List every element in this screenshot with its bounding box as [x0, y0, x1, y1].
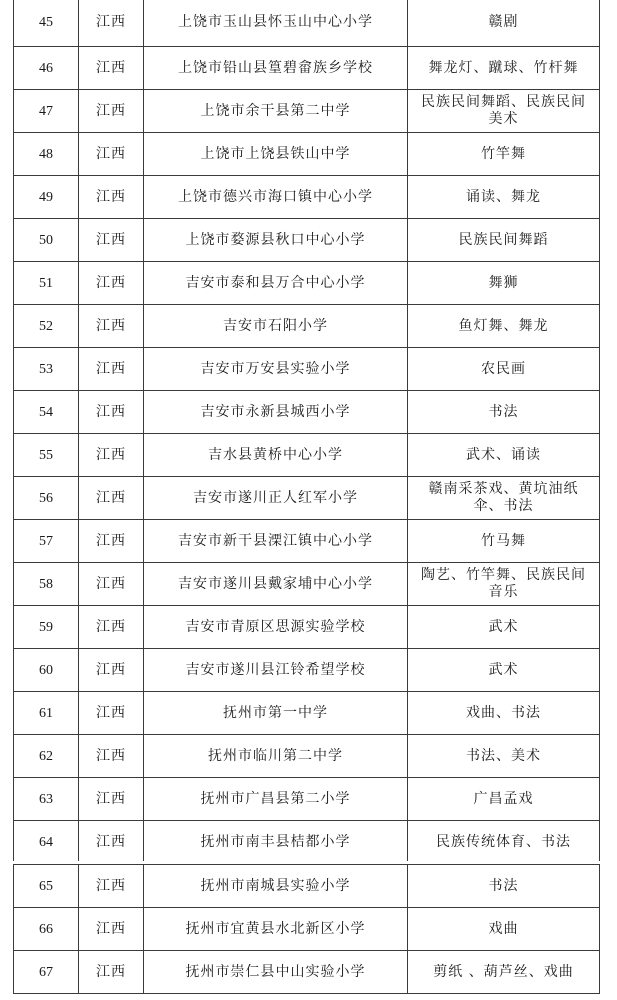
table-row [14, 305, 600, 348]
table-row [14, 606, 600, 649]
school-name-cell: 吉安市万安县实验小学 [144, 348, 408, 391]
table-row [14, 47, 600, 90]
project-cell: 武术、诵读 [408, 434, 600, 477]
project-cell: 民族民间舞蹈 [408, 219, 600, 262]
province-cell: 江西 [79, 0, 144, 47]
row-number: 47 [14, 90, 79, 133]
project-cell: 民族传统体育、书法 [408, 821, 600, 864]
school-name-cell: 吉安市遂川县江铃希望学校 [144, 649, 408, 692]
row-number: 55 [14, 434, 79, 477]
row-number: 61 [14, 692, 79, 735]
school-name-cell: 吉安市永新县城西小学 [144, 391, 408, 434]
row-number: 52 [14, 305, 79, 348]
province-cell: 江西 [79, 305, 144, 348]
project-cell: 赣剧 [408, 0, 600, 47]
province-cell: 江西 [79, 821, 144, 864]
project-cell: 书法 [408, 865, 600, 908]
school-name-cell: 上饶市玉山县怀玉山中心小学 [144, 0, 408, 47]
school-name-cell: 抚州市南丰县桔都小学 [144, 821, 408, 864]
project-cell: 戏曲 [408, 908, 600, 951]
province-cell: 江西 [79, 692, 144, 735]
province-cell: 江西 [79, 520, 144, 563]
row-number: 51 [14, 262, 79, 305]
school-name-cell: 吉安市泰和县万合中心小学 [144, 262, 408, 305]
project-cell: 广昌孟戏 [408, 778, 600, 821]
table-row [14, 477, 600, 520]
project-cell: 舞狮 [408, 262, 600, 305]
table-row [14, 865, 600, 908]
row-number: 54 [14, 391, 79, 434]
row-number: 48 [14, 133, 79, 176]
project-cell: 竹竿舞 [408, 133, 600, 176]
table-row [14, 520, 600, 563]
province-cell: 江西 [79, 391, 144, 434]
province-cell: 江西 [79, 90, 144, 133]
table-row [14, 0, 600, 47]
table-row [14, 434, 600, 477]
table-row [14, 133, 600, 176]
province-cell: 江西 [79, 47, 144, 90]
row-number: 49 [14, 176, 79, 219]
table-row [14, 391, 600, 434]
project-cell: 农民画 [408, 348, 600, 391]
school-name-cell: 抚州市临川第二中学 [144, 735, 408, 778]
table-row [14, 219, 600, 262]
project-cell: 竹马舞 [408, 520, 600, 563]
table-row [14, 778, 600, 821]
province-cell: 江西 [79, 778, 144, 821]
province-cell: 江西 [79, 133, 144, 176]
province-cell: 江西 [79, 865, 144, 908]
province-cell: 江西 [79, 477, 144, 520]
province-cell: 江西 [79, 563, 144, 606]
project-cell: 武术 [408, 649, 600, 692]
project-cell: 戏曲、书法 [408, 692, 600, 735]
province-cell: 江西 [79, 908, 144, 951]
row-number: 58 [14, 563, 79, 606]
row-number: 56 [14, 477, 79, 520]
table-row [14, 90, 600, 133]
table-row [14, 821, 600, 864]
project-cell: 武术 [408, 606, 600, 649]
project-cell: 赣南采茶戏、黄坑油纸伞、书法 [408, 477, 600, 520]
project-cell: 陶艺、竹竿舞、民族民间音乐 [408, 563, 600, 606]
province-cell: 江西 [79, 649, 144, 692]
school-name-cell: 上饶市德兴市海口镇中心小学 [144, 176, 408, 219]
project-cell: 舞龙灯、蹴球、竹杆舞 [408, 47, 600, 90]
school-name-cell: 抚州市崇仁县中山实验小学 [144, 951, 408, 994]
row-number: 50 [14, 219, 79, 262]
row-number: 67 [14, 951, 79, 994]
row-number: 45 [14, 0, 79, 47]
school-name-cell: 抚州市广昌县第二小学 [144, 778, 408, 821]
row-number: 64 [14, 821, 79, 864]
province-cell: 江西 [79, 951, 144, 994]
province-cell: 江西 [79, 176, 144, 219]
row-number: 62 [14, 735, 79, 778]
row-number: 65 [14, 865, 79, 908]
school-name-cell: 上饶市上饶县铁山中学 [144, 133, 408, 176]
row-number: 59 [14, 606, 79, 649]
school-name-cell: 吉安市新干县溧江镇中心小学 [144, 520, 408, 563]
table-row [14, 735, 600, 778]
project-cell: 民族民间舞蹈、民族民间美术 [408, 90, 600, 133]
table-row [14, 348, 600, 391]
row-number: 63 [14, 778, 79, 821]
school-name-cell: 吉安市青原区思源实验学校 [144, 606, 408, 649]
province-cell: 江西 [79, 606, 144, 649]
school-name-cell: 抚州市第一中学 [144, 692, 408, 735]
table-row [14, 649, 600, 692]
school-table-upper [13, 0, 600, 864]
province-cell: 江西 [79, 434, 144, 477]
province-cell: 江西 [79, 262, 144, 305]
table-row [14, 262, 600, 305]
table-row [14, 951, 600, 994]
school-name-cell: 吉水县黄桥中心小学 [144, 434, 408, 477]
row-number: 66 [14, 908, 79, 951]
school-name-cell: 上饶市余干县第二中学 [144, 90, 408, 133]
school-name-cell: 上饶市婺源县秋口中心小学 [144, 219, 408, 262]
table-row [14, 692, 600, 735]
school-name-cell: 吉安市遂川正人红军小学 [144, 477, 408, 520]
row-number: 57 [14, 520, 79, 563]
school-name-cell: 上饶市铅山县篁碧畲族乡学校 [144, 47, 408, 90]
province-cell: 江西 [79, 735, 144, 778]
project-cell: 书法、美术 [408, 735, 600, 778]
project-cell: 剪纸 、葫芦丝、戏曲 [408, 951, 600, 994]
project-cell: 鱼灯舞、舞龙 [408, 305, 600, 348]
project-cell: 书法 [408, 391, 600, 434]
row-number: 60 [14, 649, 79, 692]
school-name-cell: 抚州市南城县实验小学 [144, 865, 408, 908]
province-cell: 江西 [79, 348, 144, 391]
school-name-cell: 抚州市宜黄县水北新区小学 [144, 908, 408, 951]
table-row [14, 908, 600, 951]
row-number: 53 [14, 348, 79, 391]
project-cell: 诵读、舞龙 [408, 176, 600, 219]
table-row [14, 176, 600, 219]
school-name-cell: 吉安市石阳小学 [144, 305, 408, 348]
row-number: 46 [14, 47, 79, 90]
table-row [14, 563, 600, 606]
province-cell: 江西 [79, 219, 144, 262]
school-name-cell: 吉安市遂川县戴家埔中心小学 [144, 563, 408, 606]
school-table-lower [13, 864, 600, 994]
